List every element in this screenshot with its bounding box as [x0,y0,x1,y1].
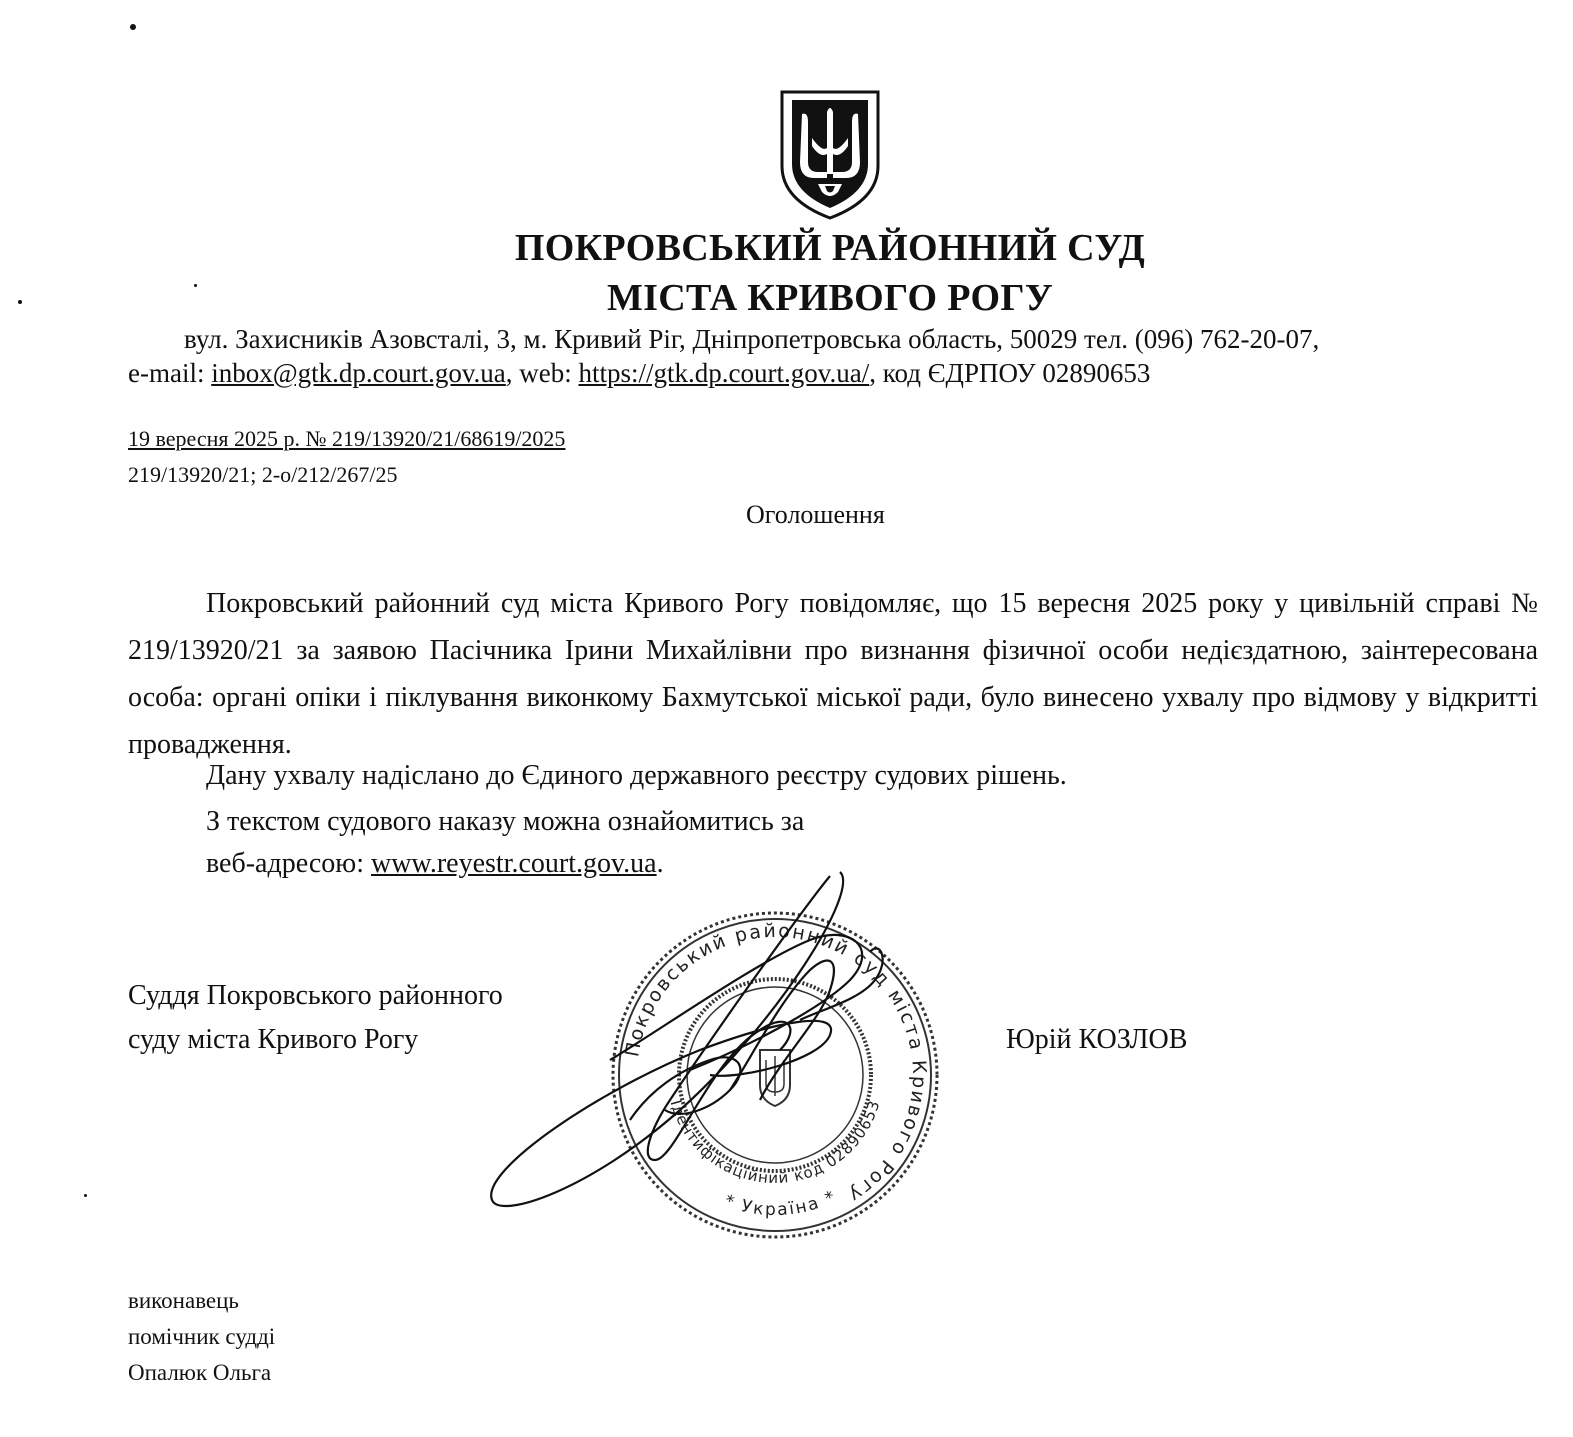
announcement-heading: Оголошення [746,500,885,529]
announcement-sent-line: Дану ухвалу надіслано до Єдиного державного реєстру судових рішень. [206,760,1067,791]
registration-date-number: 19 вересня 2025 р. № 219/13920/21/68619/2025 [128,426,566,451]
scan-dot [130,24,136,30]
edrpou-code: , код ЄДРПОУ 02890653 [869,358,1151,388]
web-address-suffix: . [656,848,664,879]
court-name-line1: ПОКРОВСЬКИЙ РАЙОННИЙ СУД [514,227,1146,269]
announcement-text-line: З текстом судового наказу можна ознайомитись за [206,806,805,837]
judge-signature [480,860,930,1220]
executor-name: Опалюк Ольга [128,1360,272,1385]
web-prefix: , web: [505,358,579,388]
stamp-inner-text: Ідентифікаційний код 02890653 [666,1097,884,1188]
executor-role: помічник судді [128,1324,276,1349]
judge-position-line1: Суддя Покровського районного [128,980,503,1011]
scan-dot [194,284,197,287]
court-name-line2: МІСТА КРИВОГО РОГУ [606,277,1054,319]
court-contacts [128,358,1150,389]
judge-position-line2: суду міста Кривого Рогу [128,1024,419,1055]
email-link[interactable]: inbox@gtk.dp.court.gov.ua [211,358,506,388]
announcement-paragraph: Покровський районний суд міста Кривого Рогу повідомляє, що 15 вересня 2025 року у цивільній справі № 219/13920/21 за заявою Пасічника Ірини Михайлівни про визнання фізичної особи недієздатною, заінтересована особа: органі опіки і піклування виконкому Бахмутської міської ради, було винесено ухвалу про відмову у відкритті провадження. [128,588,1538,760]
scan-dot [84,1194,87,1197]
web-address-prefix: веб-адресою: [206,848,371,879]
scan-dot [18,300,22,304]
reyestr-link[interactable]: www.reyestr.court.gov.ua [370,848,657,879]
stamp-outer-text: Покровський районний суд міста Кривого Рогу [621,919,931,1208]
stamp-bottom-text: * Україна * [721,1186,840,1221]
trident-emblem-icon [778,88,882,222]
case-numbers: 219/13920/21; 2-о/212/267/25 [128,462,398,487]
court-address: вул. Захисників Азовсталі, 3, м. Кривий Ріг, Дніпропетровська область, 50029 тел. (096) 762-20-07, [184,324,1320,354]
website-link[interactable]: https://gtk.dp.court.gov.ua/ [578,358,870,388]
email-prefix: e-mail: [128,358,212,388]
executor-label: виконавець [128,1288,239,1313]
judge-name: Юрій КОЗЛОВ [1006,1024,1188,1055]
